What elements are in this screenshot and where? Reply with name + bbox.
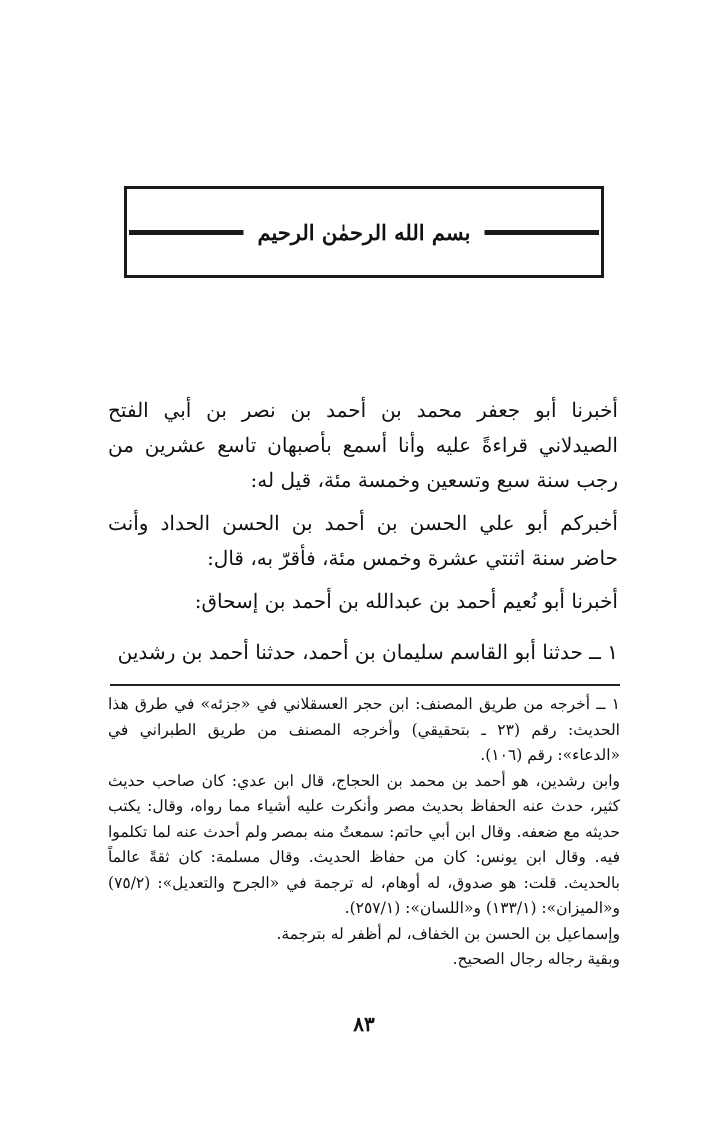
footnote-divider <box>110 684 620 686</box>
isnad-paragraph-2: أخبركم أبو علي الحسن بن أحمد بن الحسن الحداد وأنت حاضر سنة اثنتي عشرة وخمس مئة، فأقرّ به، قال: <box>108 511 618 570</box>
hadith-1-start: ١ ــ حدثنا أبو القاسم سليمان بن أحمد، حدثنا أحمد بن رشدين <box>117 640 618 664</box>
footnote-1: ١ ــ أخرجه من طريق المصنف: ابن حجر العسقلاني في «جزئه» في طرق هذا الحديث: رقم (٢٣ ـ بتحقيقي) وأخرجه المصنف من طريق الطبراني في «الدعاء»: رقم (١٠٦). <box>108 695 620 764</box>
footnote-remaining-narrators: وبقية رجاله رجال الصحيح. <box>452 950 620 968</box>
footnotes <box>108 692 620 973</box>
basmala-heading: بسم الله الرحمٰن الرحيم <box>244 209 485 257</box>
footnote-narrator-ismail: وإسماعيل بن الحسن بن الخفاف، لم أظفر له بترجمة. <box>276 924 620 943</box>
title-frame <box>124 186 604 278</box>
page-number: ٨٣ <box>353 1012 375 1036</box>
isnad-paragraph-1: أخبرنا أبو جعفر محمد بن أحمد بن نصر بن أبي الفتح الصيدلاني قراءةً عليه وأنا أسمع بأصبهان تاسع عشرين من رجب سنة سبع وتسعين وخمسة مئة، قيل له: <box>108 398 618 492</box>
main-text <box>108 393 618 678</box>
isnad-paragraph-3: أخبرنا أبو نُعيم أحمد بن عبدالله بن أحمد بن إسحاق: <box>194 589 618 613</box>
footnote-narrator-ibn-rishdin: وابن رشدين، هو أحمد بن محمد بن الحجاج، قال ابن عدي: كان صاحب حديث كثير، حدث عنه الحفاظ بحديث مصر وأنكرت عليه أشياء مما رواه، وقال: يكتب حديثه مع ضعفه. وقال ابن أبي حاتم: سمعتُ منه بمصر ولم أحدث عنه لما تكلموا فيه. وقال ابن يونس: كان من حفاظ الحديث. وقال مسلمة: كان ثقةً عالماً بالحديث. قلت: هو صدوق، له أوهام، له ترجمة في «الجرح والتعديل»: (٧٥/٢) و«الميزان»: (١٣٣/١) و«اللسان»: (٢٥٧/١). <box>108 771 620 917</box>
